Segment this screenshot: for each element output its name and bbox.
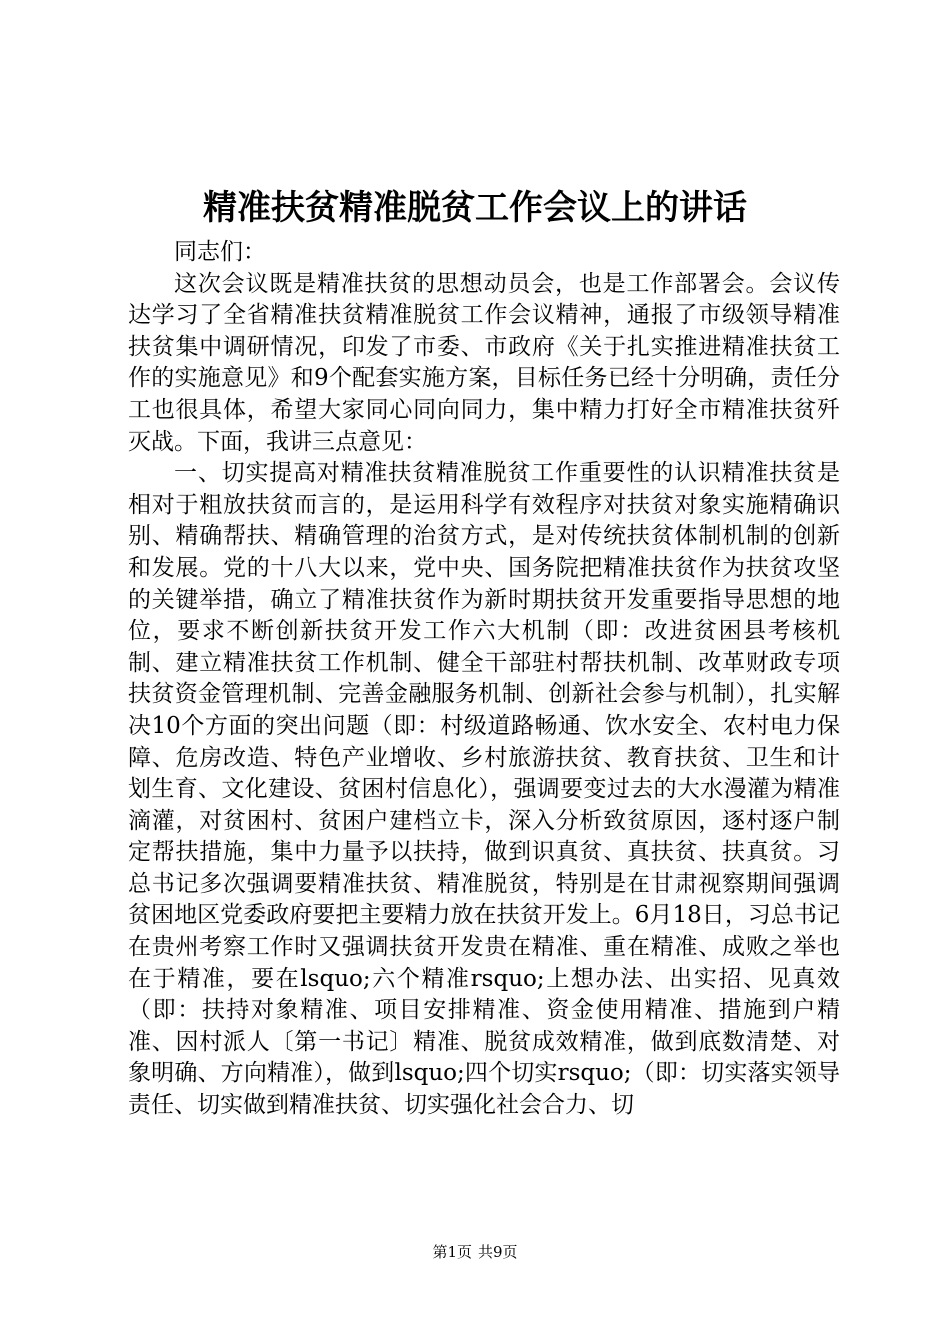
document-body <box>128 237 840 1122</box>
paragraph-intro: 这次会议既是精准扶贫的思想动员会，也是工作部署会。会议传达学习了全省精准扶贫精准脱贫工作会议精神，通报了市级领导精准扶贫集中调研情况，印发了市委、市政府《关于扎实推进精准扶贫工作的实施意见》和9个配套实施方案，目标任务已经十分明确，责任分工也很具体，希望大家同心同向同力，集中精力打好全市精准扶贫歼灭战。下面，我讲三点意见： <box>128 270 840 455</box>
document-title: 精准扶贫精准脱贫工作会议上的讲话 <box>203 188 747 228</box>
paragraph-section-one: 一、切实提高对精准扶贫精准脱贫工作重要性的认识精准扶贫是相对于粗放扶贫而言的，是运用科学有效程序对扶贫对象实施精确识别、精确帮扶、精确管理的治贫方式，是对传统扶贫体制机制的创新和发展。党的十八大以来，党中央、国务院把精准扶贫作为扶贫攻坚的关键举措，确立了精准扶贫作为新时期扶贫开发重要指导思想的地位，要求不断创新扶贫开发工作六大机制（即：改进贫困县考核机制、建立精准扶贫工作机制、健全干部驻村帮扶机制、改革财政专项扶贫资金管理机制、完善金融服务机制、创新社会参与机制），扎实解决10个方面的突出问题（即：村级道路畅通、饮水安全、农村电力保障、危房改造、特色产业增收、乡村旅游扶贫、教育扶贫、卫生和计划生育、文化建设、贫困村信息化），强调要变过去的大水漫灌为精准滴灌，对贫困村、贫困户建档立卡，深入分析致贫原因，逐村逐户制定帮扶措施，集中力量予以扶持，做到识真贫、真扶贫、扶真贫。习总书记多次强调要精准扶贫、精准脱贫，特别是在甘肃视察期间强调贫困地区党委政府要把主要精力放在扶贫开发上。6月18日，习总书记在贵州考察工作时又强调扶贫开发贵在精准、重在精准、成败之举也在于精准，要在lsquo;六个精准rsquo;上想办法、出实招、见真效（即：扶持对象精准、项目安排精准、资金使用精准、措施到户精准、因村派人〔第一书记〕精准、脱贫成效精准，做到底数清楚、对象明确、方向精准），做到lsquo;四个切实rsquo;（即：切实落实领导责任、切实做到精准扶贫、切实强化社会合力、切 <box>128 460 840 1119</box>
page-total: 共9页 <box>478 1243 518 1261</box>
page-number: 第1页 <box>432 1243 472 1261</box>
page-footer <box>0 1242 950 1262</box>
salutation: 同志们： <box>174 239 266 265</box>
